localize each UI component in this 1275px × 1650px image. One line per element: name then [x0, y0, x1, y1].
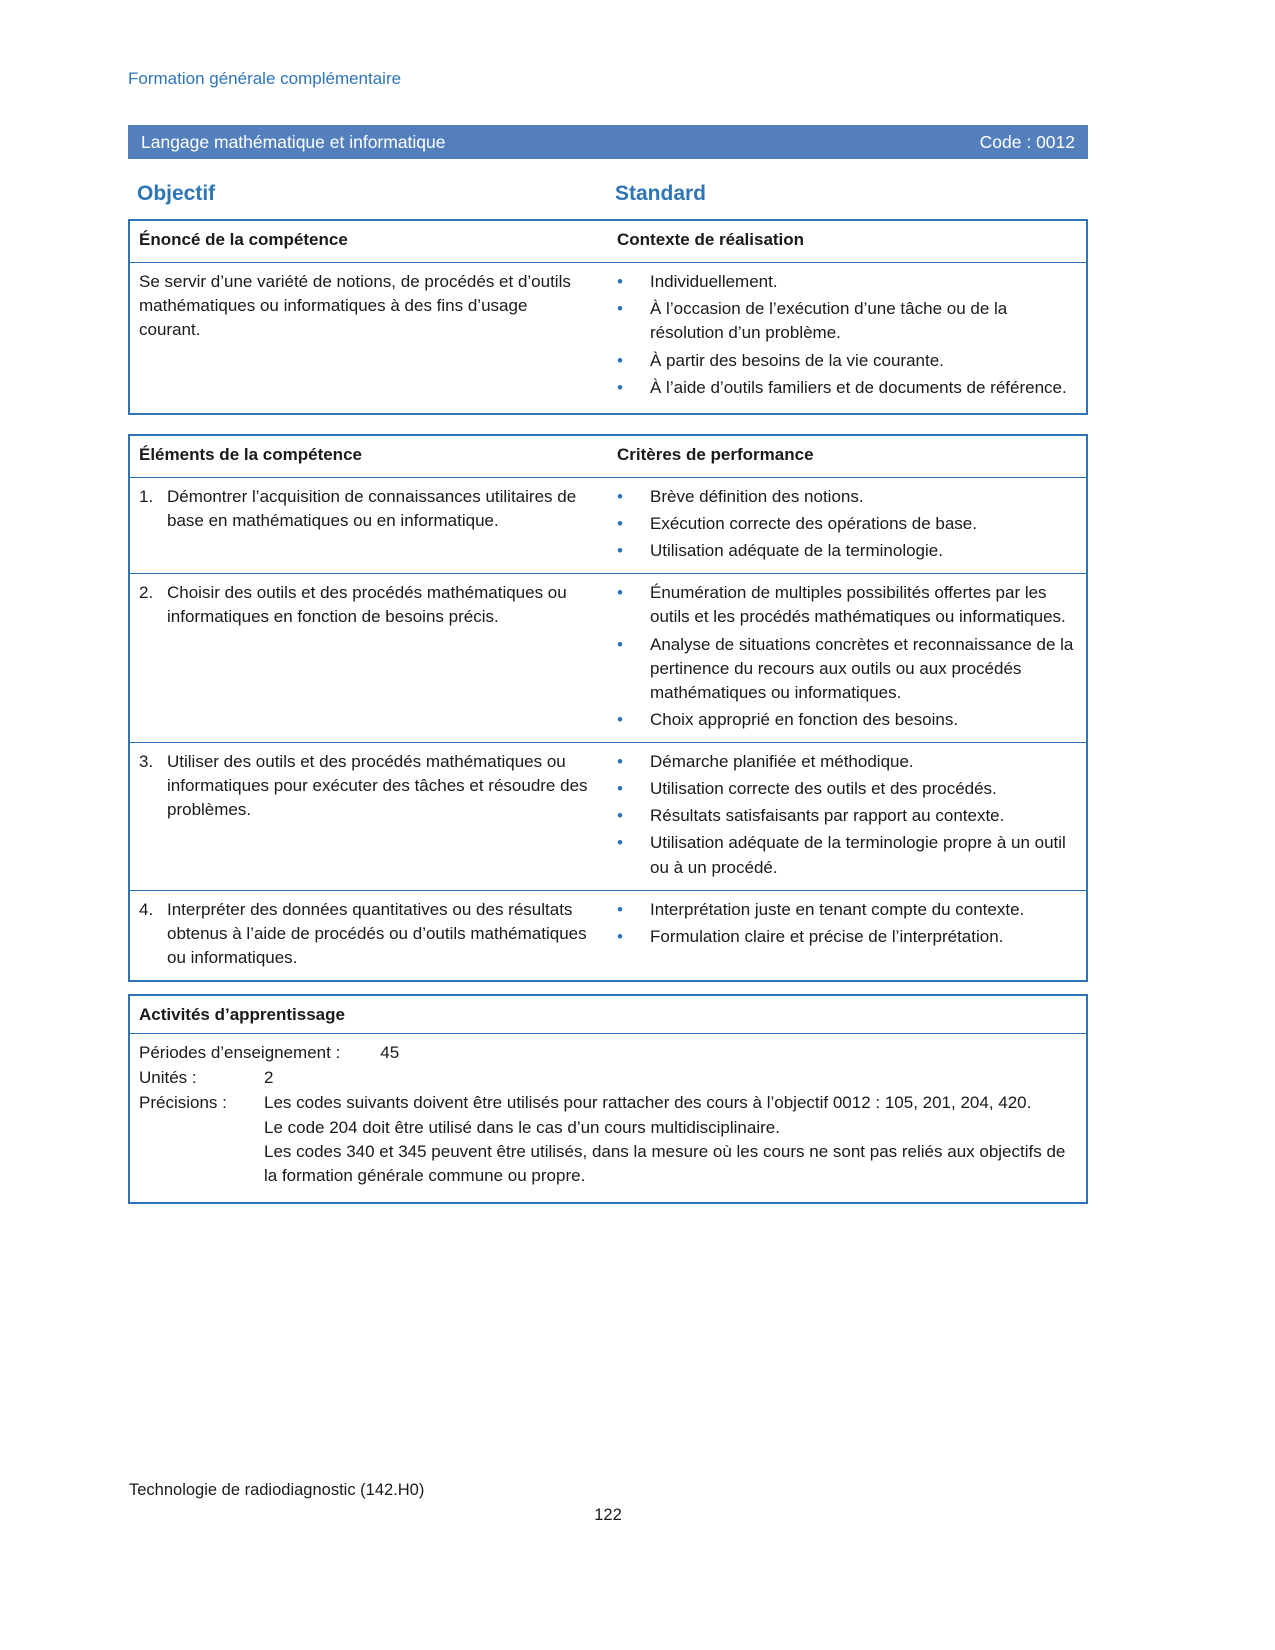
list-item [617, 485, 1076, 509]
element-item [139, 485, 589, 533]
element-row-1 [130, 477, 1086, 573]
criterion-text: Brève définition des notions. [650, 486, 864, 506]
activities-body [130, 1034, 1086, 1202]
bullet-icon: • [617, 486, 623, 506]
bullet-icon: • [617, 806, 623, 826]
element-number: 1. [139, 486, 154, 506]
list-item [617, 512, 1076, 536]
criterion-text: Choix approprié en fonction des besoins. [650, 709, 959, 729]
periods-row [139, 1041, 1074, 1065]
element-row-2 [130, 573, 1086, 742]
criterion-text: Utilisation adéquate de la terminologie propre à un outil ou à un procédé. [650, 833, 1066, 877]
elements-header: Éléments de la compétence [139, 444, 362, 464]
periods-label: Périodes d’enseignement : [139, 1043, 341, 1063]
list-item [617, 750, 1076, 774]
element-item [139, 581, 589, 629]
bullet-icon: • [617, 514, 623, 533]
elements-box [128, 434, 1088, 982]
element-row-3 [130, 742, 1086, 890]
bullet-icon: • [617, 709, 623, 729]
precisions-row [139, 1091, 1074, 1188]
element-text: Démontrer l’acquisition de connaissances utilitaires de base en mathématiques ou en informatique. [167, 486, 577, 530]
activities-header: Activités d’apprentissage [130, 996, 1086, 1034]
criterion-text: Démarche planifiée et méthodique. [650, 752, 914, 771]
page-content [128, 0, 1088, 1204]
bullet-icon: • [617, 350, 623, 370]
bullet-icon: • [617, 899, 623, 919]
title-bar [128, 125, 1088, 159]
elements-box-header [130, 436, 1086, 477]
list-item [617, 777, 1076, 801]
criterion-text: Résultats satisfaisants par rapport au contexte. [650, 806, 1005, 826]
criterion-text: Utilisation correcte des outils et des procédés. [650, 779, 997, 799]
list-item [617, 804, 1076, 828]
bullet-icon: • [617, 634, 623, 654]
competence-box-body [130, 262, 1086, 413]
contexte-header: Contexte de réalisation [617, 230, 805, 249]
element-item [139, 750, 589, 822]
list-item [617, 270, 1076, 294]
context-bullet-text: À l’aide d’outils familiers et de documents de référence. [650, 377, 1067, 397]
list-item [617, 297, 1076, 345]
footer-program-name: Technologie de radiodiagnostic (142.H0) [129, 1481, 425, 1499]
bullet-icon: • [617, 833, 623, 853]
list-item [617, 581, 1076, 629]
course-code: Code : 0012 [979, 131, 1075, 152]
bullet-icon: • [617, 272, 623, 292]
list-item [617, 376, 1076, 400]
activities-box [128, 994, 1088, 1204]
units-label: Unités : [139, 1068, 197, 1088]
element-number: 4. [139, 899, 154, 919]
context-bullet-text: À partir des besoins de la vie courante. [650, 350, 944, 370]
bullet-icon: • [617, 541, 623, 561]
criterion-text: Formulation claire et précise de l’interprétation. [650, 926, 1004, 946]
element-text: Interpréter des données quantitatives ou des résultats obtenus à l’aide de procédés ou d’outils mathématiques ou informatiques. [167, 899, 587, 967]
competence-box-header [130, 221, 1086, 262]
bullet-icon: • [617, 779, 623, 799]
bullet-icon: • [617, 752, 623, 771]
list-item [617, 898, 1076, 922]
units-value: 2 [264, 1068, 274, 1088]
bullet-icon: • [617, 583, 623, 603]
list-item [617, 925, 1076, 949]
criterion-text: Utilisation adéquate de la terminologie. [650, 541, 943, 561]
criterion-text: Interprétation juste en tenant compte du contexte. [650, 899, 1025, 919]
bullet-icon: • [617, 299, 623, 319]
units-row [139, 1066, 1074, 1090]
list-item [617, 633, 1076, 705]
element-item [139, 898, 589, 970]
list-item [617, 831, 1076, 879]
section-headings [128, 182, 1088, 206]
element-text: Utiliser des outils et des procédés mathématiques ou informatiques pour exécuter des tâches et résoudre des problèmes. [167, 752, 588, 820]
precision-paragraph: Les codes suivants doivent être utilisés pour rattacher des cours à l’objectif 0012 : 105, 201, 204, 420. [264, 1093, 1032, 1113]
criterion-text: Analyse de situations concrètes et reconnaissance de la pertinence du recours aux outils ou aux procédés mathématiques ou informatiques. [650, 634, 1074, 702]
criterion-text: Exécution correcte des opérations de base. [650, 514, 977, 533]
bullet-icon: • [617, 377, 623, 397]
precisions-text [264, 1091, 1074, 1188]
criterion-text: Énumération de multiples possibilités offertes par les outils et les procédés mathématiques ou informatiques. [650, 583, 1066, 627]
standard-heading: Standard [615, 182, 707, 205]
competence-box [128, 219, 1088, 415]
element-number: 3. [139, 752, 154, 771]
section-eyebrow: Formation générale complémentaire [128, 69, 402, 88]
precision-paragraph: Les codes 340 et 345 peuvent être utilisés, dans la mesure où les cours ne sont pas reliés aux objectifs de la formation générale commune ou propre. [264, 1141, 1066, 1185]
context-bullet-text: Individuellement. [650, 272, 778, 292]
element-row-4 [130, 890, 1086, 980]
element-number: 2. [139, 583, 154, 603]
course-title: Langage mathématique et informatique [141, 131, 446, 152]
list-item [617, 349, 1076, 373]
objectif-heading: Objectif [137, 182, 216, 205]
context-bullet-text: À l’occasion de l’exécution d’une tâche ou de la résolution d’un problème. [650, 299, 1008, 343]
list-item [617, 539, 1076, 563]
periods-value: 45 [380, 1043, 400, 1063]
element-text: Choisir des outils et des procédés mathématiques ou informatiques en fonction de besoins précis. [167, 583, 567, 627]
criteres-header: Critères de performance [617, 444, 814, 464]
page-number: 122 [594, 1506, 622, 1524]
enonce-header: Énoncé de la compétence [139, 230, 348, 249]
precisions-label: Précisions : [139, 1093, 227, 1113]
list-item [617, 708, 1076, 732]
competence-statement: Se servir d’une variété de notions, de procédés et d’outils mathématiques ou informatiques à des fins d’usage courant. [139, 272, 571, 340]
precision-paragraph: Le code 204 doit être utilisé dans le cas d’un cours multidisciplinaire. [264, 1117, 780, 1137]
bullet-icon: • [617, 926, 623, 946]
